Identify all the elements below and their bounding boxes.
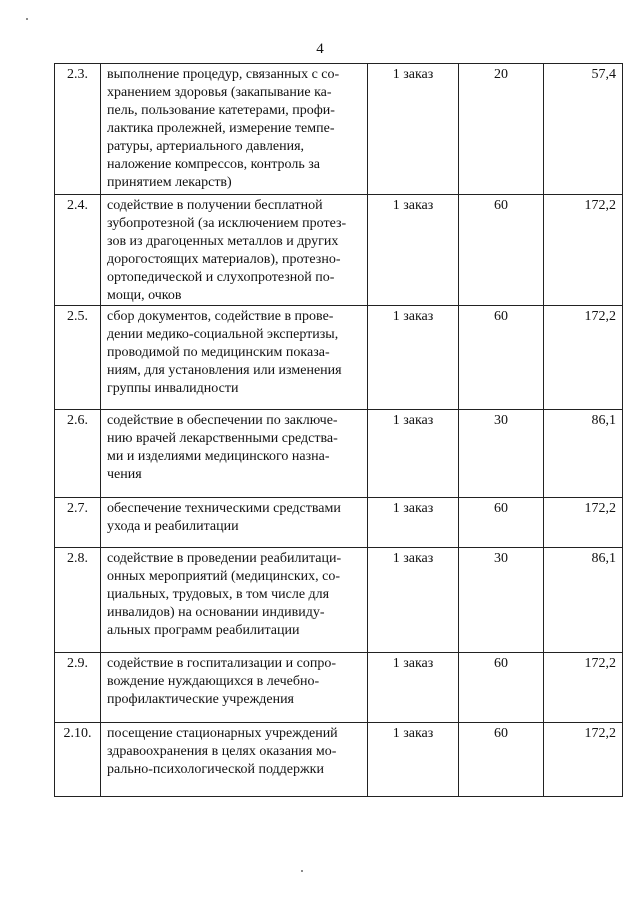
- row-number: 2.3.: [55, 64, 101, 195]
- table-row: [55, 306, 623, 410]
- time-norm: 20: [459, 64, 544, 195]
- service-unit: 1 заказ: [368, 723, 459, 797]
- description-line: здравоохранения в целях оказания мо-: [107, 744, 337, 759]
- description-line: мощи, очков: [107, 288, 182, 303]
- description-line: обеспечение техническими средствами: [107, 501, 341, 516]
- description-line: ратуры, артериального давления,: [107, 139, 305, 154]
- time-norm: 60: [459, 306, 544, 410]
- description-line: выполнение процедур, связанных с со-: [107, 67, 340, 82]
- description-line: вождение нуждающихся в лечебно-: [107, 674, 320, 689]
- table-row: [55, 653, 623, 723]
- description-line: сбор документов, содействие в прове-: [107, 309, 334, 324]
- description-line: посещение стационарных учреждений: [107, 726, 338, 741]
- description-line: циальных, трудовых, в том числе для: [107, 587, 330, 602]
- service-price: 86,1: [544, 548, 623, 653]
- scan-speck: [301, 870, 303, 872]
- description-line: хранением здоровья (закапывание ка-: [107, 85, 332, 100]
- description-line: инвалидов) на основании индивиду-: [107, 605, 325, 620]
- description-line: профилактические учреждения: [107, 692, 294, 707]
- service-description: [101, 306, 368, 410]
- row-number: 2.10.: [55, 723, 101, 797]
- service-description: [101, 548, 368, 653]
- time-norm: 60: [459, 195, 544, 306]
- description-line: альных программ реабилитации: [107, 623, 300, 638]
- service-description: [101, 195, 368, 306]
- row-number: 2.9.: [55, 653, 101, 723]
- table-row: [55, 410, 623, 498]
- service-price: 86,1: [544, 410, 623, 498]
- service-unit: 1 заказ: [368, 498, 459, 548]
- description-line: содействие в получении бесплатной: [107, 198, 323, 213]
- description-line: ортопедической и слухопротезной по-: [107, 270, 335, 285]
- description-line: зов из драгоценных металлов и других: [107, 234, 339, 249]
- row-number: 2.5.: [55, 306, 101, 410]
- row-number: 2.8.: [55, 548, 101, 653]
- description-line: лактика пролежней, измерение темпе-: [107, 121, 335, 136]
- time-norm: 30: [459, 410, 544, 498]
- row-number: 2.6.: [55, 410, 101, 498]
- description-line: принятием лекарств): [107, 175, 232, 190]
- row-number: 2.7.: [55, 498, 101, 548]
- scan-speck: [26, 18, 28, 20]
- time-norm: 60: [459, 498, 544, 548]
- service-description: [101, 410, 368, 498]
- description-line: наложение компрессов, контроль за: [107, 157, 320, 172]
- description-line: рально-психологической поддержки: [107, 762, 324, 777]
- description-line: пель, пользование катетерами, профи-: [107, 103, 335, 118]
- description-line: ниям, для установления или изменения: [107, 363, 342, 378]
- description-line: дорогостоящих материалов), протезно-: [107, 252, 341, 267]
- page-number: 4: [316, 41, 324, 57]
- description-line: дении медико-социальной экспертизы,: [107, 327, 339, 342]
- service-price: 57,4: [544, 64, 623, 195]
- time-norm: 60: [459, 723, 544, 797]
- description-line: ми и изделиями медицинского назна-: [107, 449, 330, 464]
- service-price: 172,2: [544, 498, 623, 548]
- service-unit: 1 заказ: [368, 64, 459, 195]
- description-line: онных мероприятий (медицинских, со-: [107, 569, 341, 584]
- service-price: 172,2: [544, 195, 623, 306]
- time-norm: 60: [459, 653, 544, 723]
- time-norm: 30: [459, 548, 544, 653]
- service-description: [101, 64, 368, 195]
- service-unit: 1 заказ: [368, 195, 459, 306]
- services-table: [54, 63, 623, 797]
- service-unit: 1 заказ: [368, 410, 459, 498]
- service-description: [101, 653, 368, 723]
- table-row: [55, 64, 623, 195]
- description-line: ухода и реабилитации: [107, 519, 239, 534]
- description-line: содействие в госпитализации и сопро-: [107, 656, 337, 671]
- description-line: содействие в проведении реабилитаци-: [107, 551, 342, 566]
- description-line: чения: [107, 467, 142, 482]
- table-row: [55, 548, 623, 653]
- table-row: [55, 498, 623, 548]
- service-price: 172,2: [544, 723, 623, 797]
- service-unit: 1 заказ: [368, 306, 459, 410]
- table-row: [55, 723, 623, 797]
- description-line: зубопротезной (за исключением протез-: [107, 216, 347, 231]
- row-number: 2.4.: [55, 195, 101, 306]
- service-unit: 1 заказ: [368, 653, 459, 723]
- description-line: нию врачей лекарственными средства-: [107, 431, 338, 446]
- service-price: 172,2: [544, 306, 623, 410]
- table-row: [55, 195, 623, 306]
- service-description: [101, 723, 368, 797]
- service-description: [101, 498, 368, 548]
- description-line: группы инвалидности: [107, 381, 239, 396]
- service-unit: 1 заказ: [368, 548, 459, 653]
- service-price: 172,2: [544, 653, 623, 723]
- description-line: содействие в обеспечении по заключе-: [107, 413, 338, 428]
- description-line: проводимой по медицинским показа-: [107, 345, 330, 360]
